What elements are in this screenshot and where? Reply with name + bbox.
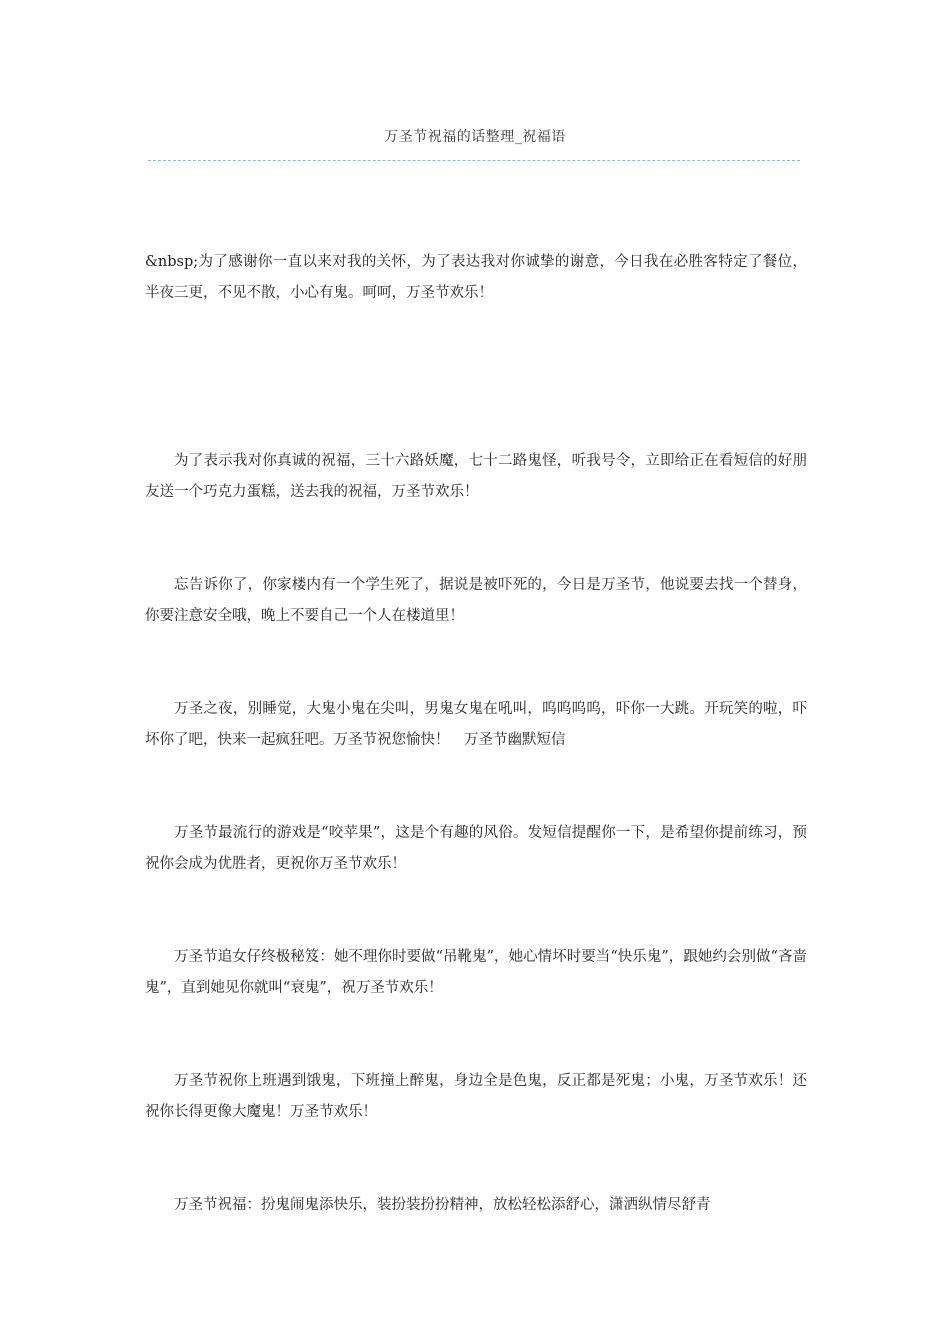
paragraph-5: 万圣节最流行的游戏是“咬苹果”，这是个有趣的风俗。发短信提醒你一下，是希望你提前练习，预祝你会成为优胜者，更祝你万圣节欢乐！ — [145, 825, 807, 872]
paragraph-4: 万圣之夜，别睡觉，大鬼小鬼在尖叫，男鬼女鬼在吼叫，呜呜呜呜，吓你一大跳。开玩笑的啦，吓坏你了吧，快来一起疯狂吧。万圣节祝您愉快！ 万圣节幽默短信 — [145, 701, 807, 748]
paragraph-3: 忘告诉你了，你家楼内有一个学生死了，据说是被吓死的，今日是万圣节，他说要去找一个替身，你要注意安全哦，晚上不要自己一个人在楼道里！ — [145, 577, 807, 624]
paragraph-6: 万圣节追女仔终极秘笈：她不理你时要做“吊靴鬼”，她心情坏时要当“快乐鬼”，跟她约会别做“吝啬鬼”，直到她见你就叫“衰鬼”，祝万圣节欢乐！ — [145, 949, 807, 996]
paragraph-7: 万圣节祝你上班遇到饿鬼，下班撞上醉鬼，身边全是色鬼，反正都是死鬼；小鬼，万圣节欢乐！还祝你长得更像大魔鬼！万圣节欢乐！ — [145, 1073, 807, 1120]
title-divider — [148, 160, 800, 161]
paragraph-8: 万圣节祝福：扮鬼闹鬼添快乐，装扮装扮扮精神，放松轻松添舒心，潇洒纵情尽舒青 — [174, 1197, 711, 1213]
paragraph-1: &nbsp;为了感谢你一直以来对我的关怀，为了表达我对你诚挚的谢意，今日我在必胜客特定了餐位，半夜三更，不见不散，小心有鬼。呵呵，万圣节欢乐！ — [145, 254, 807, 301]
document-title: 万圣节祝福的话整理_祝福语 — [384, 129, 566, 145]
paragraph-2: 为了表示我对你真诚的祝福，三十六路妖魔，七十二路鬼怪，听我号令，立即给正在看短信的好朋友送一个巧克力蛋糕，送去我的祝福，万圣节欢乐！ — [145, 453, 807, 500]
